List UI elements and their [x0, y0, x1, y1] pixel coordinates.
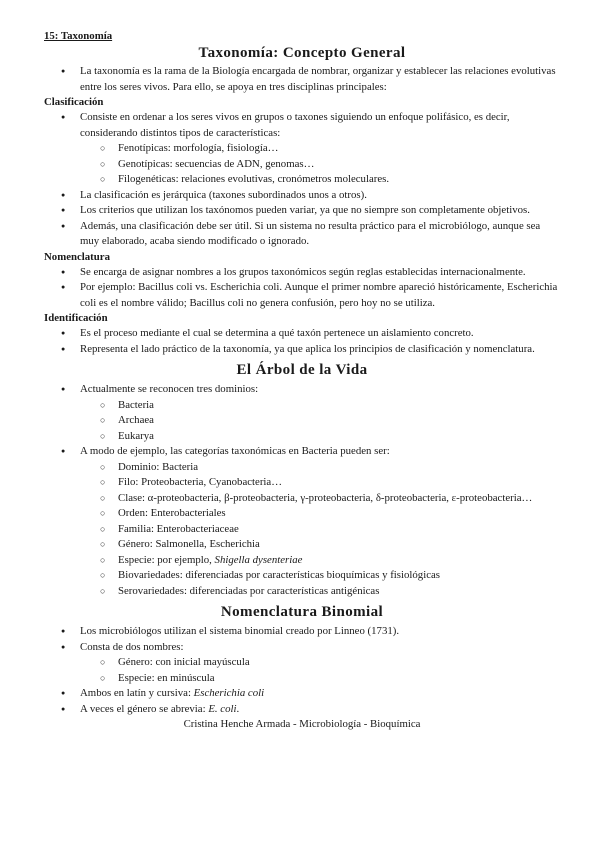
- sub-list-item: [44, 553, 560, 569]
- list-item: ● Los microbiólogos utilizan el sistema binomial creado por Linneo (1731).: [44, 624, 560, 640]
- nombres-sublist: [80, 655, 560, 686]
- dominios-sublist: [80, 398, 560, 445]
- section-title-arbol: El Árbol de la Vida: [236, 362, 368, 378]
- sub-list-item: ○ Clase: α-proteobacteria, β-proteobacteria, γ-proteobacteria, δ-proteobacteria, ε-proteobacteria…: [44, 491, 560, 507]
- caracteristicas-sublist: [80, 141, 560, 188]
- binomial-list: [44, 624, 560, 717]
- bullet-text: Actualmente se reconocen tres dominios:: [80, 383, 259, 395]
- sub-list-item: ○ Filogenéticas: relaciones evolutivas, cronómetros moleculares.: [44, 172, 560, 188]
- list-item: ● Por ejemplo: Bacillus coli vs. Escherichia coli. Aunque el primer nombre apareció históricamente, Escherichia coli es el nombre válido; Bacillus coli no genera confusión, pero hoy no se utiliza.: [44, 280, 560, 311]
- sub-list-item: ○ Eukarya: [44, 429, 560, 445]
- sub-list-item: ○ Bacteria: [44, 398, 560, 414]
- sub-list-item: ○ Biovariedades: diferenciadas por características bioquímicas y fisiológicas: [44, 568, 560, 584]
- binomial-example: Escherichia coli: [193, 687, 265, 699]
- bullet-suffix: .: [236, 702, 240, 715]
- document-label: 15: Taxonomía: [44, 30, 113, 42]
- page-footer: Cristina Henche Armada - Microbiología - Bioquímica: [183, 718, 421, 730]
- nomenclatura-list: [44, 265, 560, 312]
- especie-text: Especie: por ejemplo,: [118, 553, 215, 566]
- bullet-text: Ambos en latín y cursiva:: [80, 687, 194, 699]
- sub-list-item: ○ Archaea: [44, 413, 560, 429]
- sub-list-item: ○ Especie: en minúscula: [44, 671, 560, 687]
- sub-list-item: ○ Filo: Proteobacteria, Cyanobacteria…: [44, 475, 560, 491]
- list-item: ● Se encarga de asignar nombres a los grupos taxonómicos según reglas establecidas internacionalmente.: [44, 265, 560, 281]
- sub-list-item: ○ Orden: Enterobacteriales: [44, 506, 560, 522]
- sub-list-item: ○ Género: Salmonella, Escherichia: [44, 537, 560, 553]
- especie-example: Shigella dysenteriae: [214, 553, 303, 566]
- sub-list-item: ○ Dominio: Bacteria: [44, 460, 560, 476]
- sub-list-item: ○ Serovariedades: diferenciadas por características antigénicas: [44, 584, 560, 600]
- subheading-clasificacion: Clasificación: [44, 96, 104, 108]
- bullet-text: Consiste en ordenar a los seres vivos en grupos o taxones siguiendo un enfoque polifásico, es decir, considerando distintos tipos de características:: [80, 111, 510, 139]
- list-item: [44, 686, 560, 702]
- list-item: ● Representa el lado práctico de la taxonomía, ya que aplica los principios de clasificación y nomenclatura.: [44, 342, 560, 358]
- list-item: [44, 640, 560, 687]
- list-item: [44, 110, 560, 188]
- clasificacion-list: [44, 110, 560, 250]
- sub-list-item: ○ Genotípicas: secuencias de ADN, genomas…: [44, 157, 560, 173]
- intro-list: [44, 64, 560, 95]
- section-title-binomial: Nomenclatura Binomial: [220, 604, 384, 620]
- identificacion-list: [44, 326, 560, 357]
- sub-list-item: ○ Fenotípicas: morfología, fisiología…: [44, 141, 560, 157]
- section-title-taxonomia: Taxonomía: Concepto General: [198, 45, 406, 61]
- list-item: [44, 444, 560, 599]
- categorias-sublist: [80, 460, 560, 600]
- list-item: ● Los criterios que utilizan los taxónomos pueden variar, ya que no siempre son completamente objetivos.: [44, 203, 560, 219]
- list-item: ● La clasificación es jerárquica (taxones subordinados unos a otros).: [44, 188, 560, 204]
- intro-bullet: ● La taxonomía es la rama de la Biología encargada de nombrar, organizar y establecer las relaciones evolutivas entre los seres vivos. Para ello, se apoya en tres disciplinas principales:: [44, 64, 560, 95]
- bullet-text: A veces el género se abrevia:: [80, 702, 209, 715]
- list-item: [44, 702, 560, 718]
- sub-list-item: ○ Género: con inicial mayúscula: [44, 655, 560, 671]
- list-item: ● Es el proceso mediante el cual se determina a qué taxón pertenece un aislamiento concreto.: [44, 326, 560, 342]
- bullet-text: A modo de ejemplo, las categorías taxonómicas en Bacteria pueden ser:: [80, 445, 390, 457]
- sub-list-item: ○ Familia: Enterobacteriaceae: [44, 522, 560, 538]
- list-item: ● Además, una clasificación debe ser útil. Si un sistema no resulta práctico para el microbiólogo, aunque sea muy elaborado, acaba siendo modificado o ignorado.: [44, 219, 560, 250]
- list-item: [44, 382, 560, 444]
- subheading-nomenclatura: Nomenclatura: [44, 250, 110, 263]
- abbrev-example: E. coli: [208, 702, 237, 715]
- arbol-list: [44, 382, 560, 599]
- subheading-identificacion: Identificación: [44, 312, 108, 324]
- bullet-text: Consta de dos nombres:: [80, 640, 184, 653]
